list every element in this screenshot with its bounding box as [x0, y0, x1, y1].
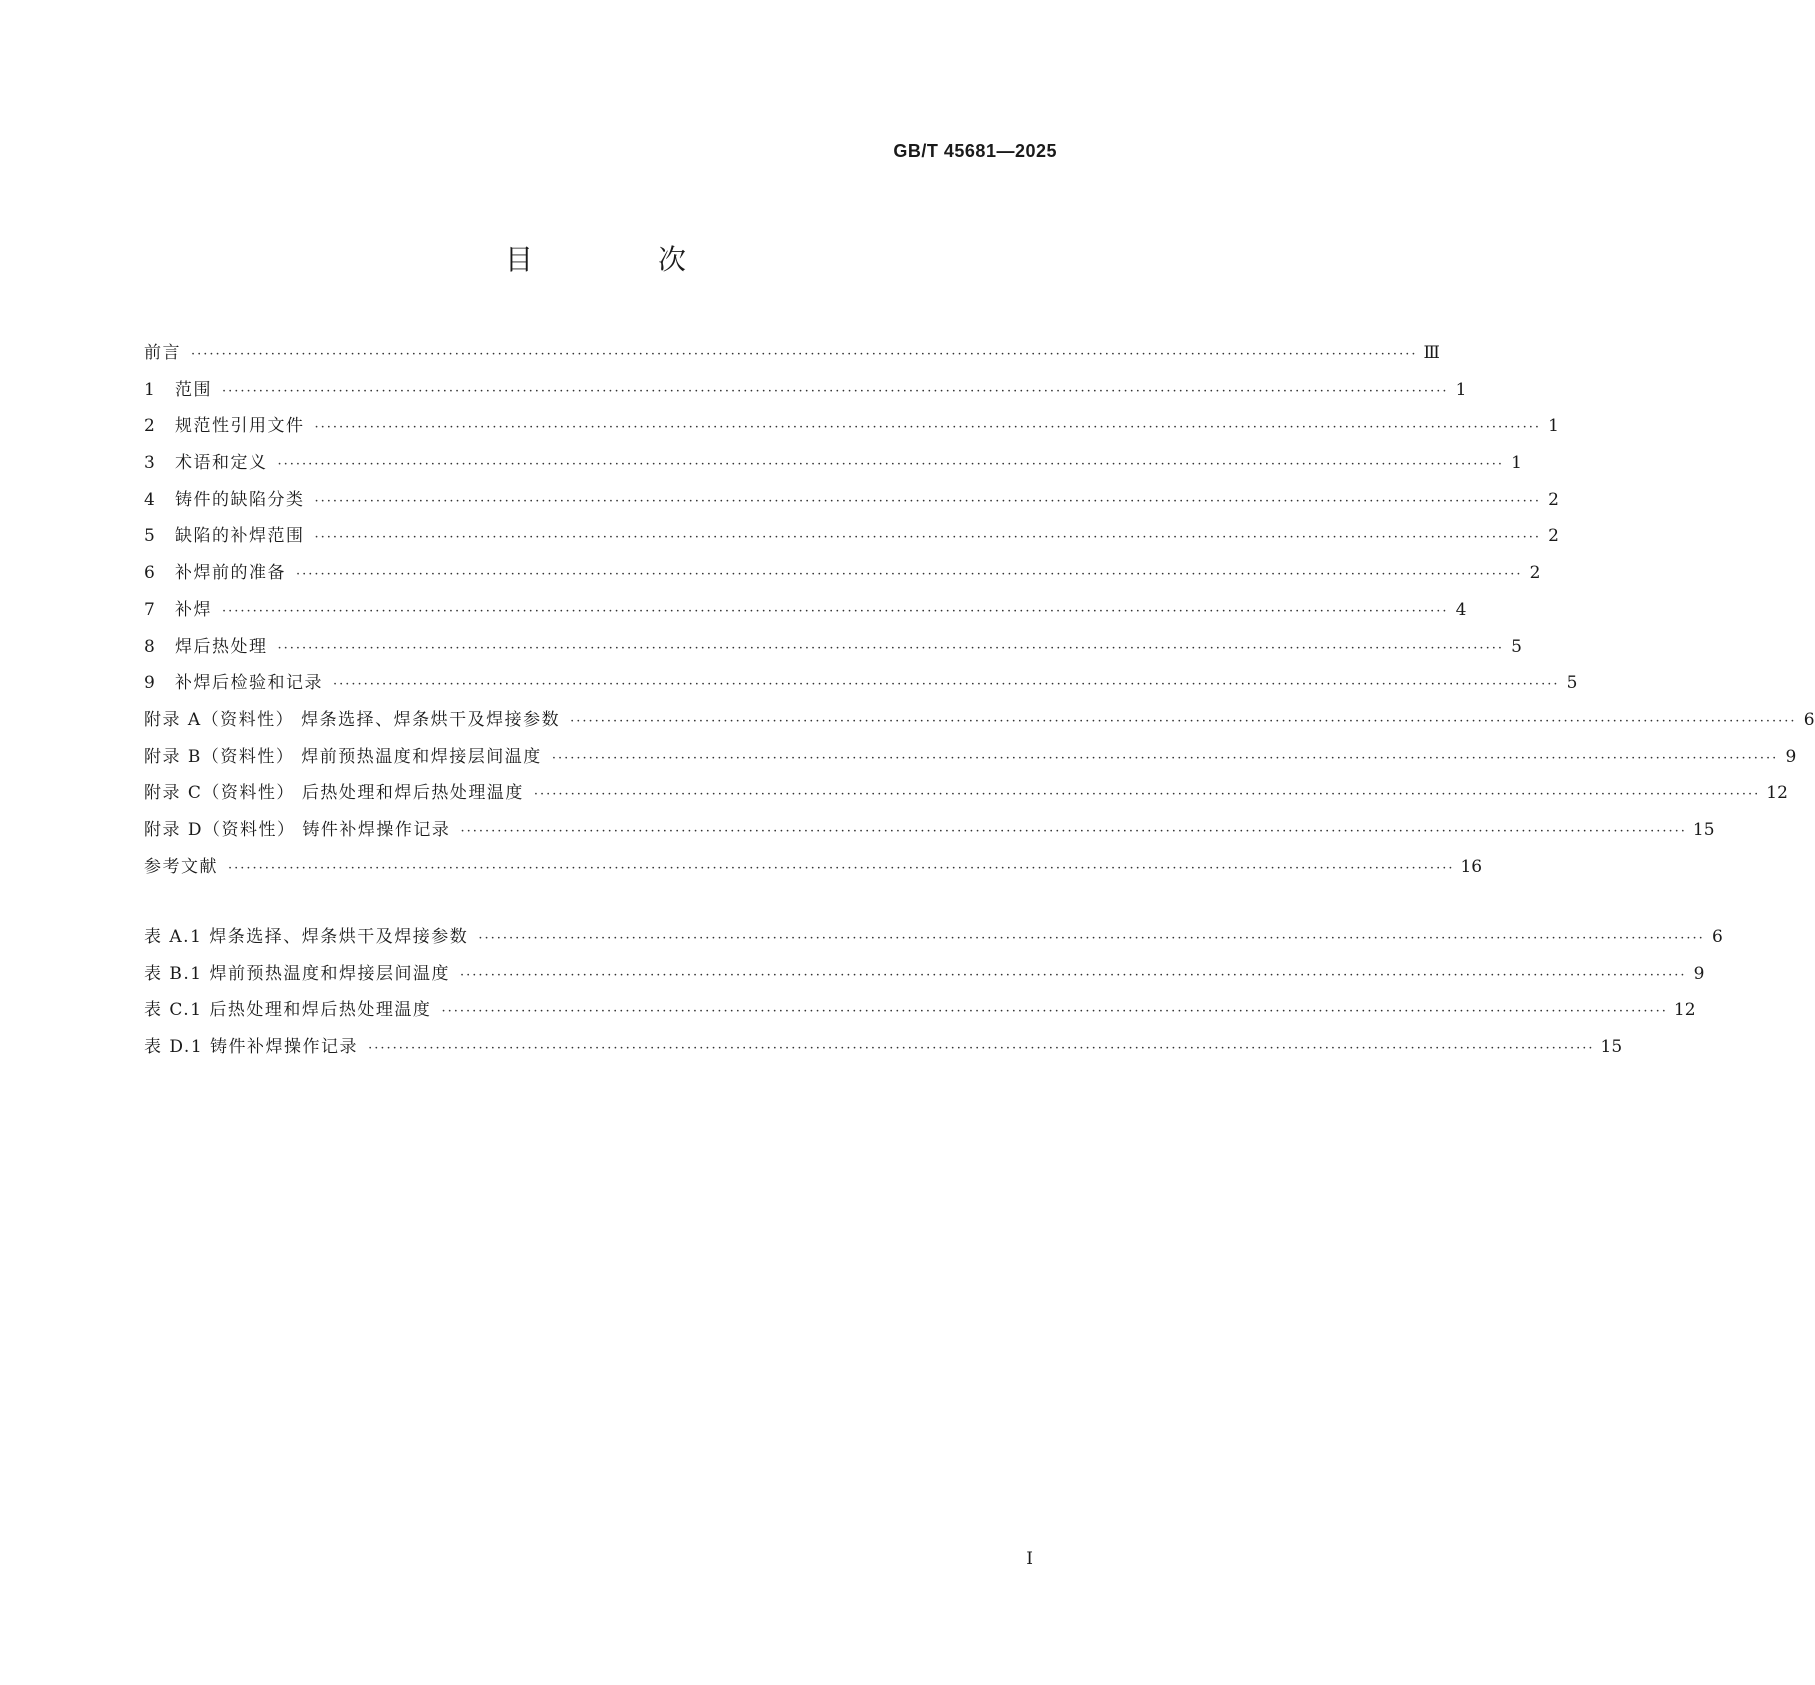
toc-entry-preface[interactable] [144, 341, 1440, 378]
toc-entry-title: 范围 [175, 379, 212, 400]
toc-leader-dots: ········································································································································································································ [314, 530, 1541, 546]
list-of-tables [144, 925, 1723, 1072]
toc-entry-number: 9 [144, 673, 155, 694]
toc-entry-appendix-d[interactable] [144, 818, 1715, 855]
table-of-contents [144, 341, 1815, 891]
toc-leader-dots: ········································································································································································································ [333, 677, 1560, 693]
toc-entry-page: 15 [1692, 819, 1715, 840]
table-entry-page: 6 [1711, 927, 1723, 947]
toc-entry-page: 12 [1766, 783, 1788, 804]
toc-leader-dots: ········································································································································································································ [368, 1041, 1595, 1057]
table-entry-d1[interactable] [144, 1035, 1623, 1072]
table-entry-page: 12 [1673, 1000, 1696, 1021]
toc-entry-number: 3 [144, 453, 155, 474]
toc-entry-page: Ⅲ [1423, 343, 1440, 363]
toc-leader-dots: ········································································································································································································ [296, 567, 1523, 583]
toc-entry-page: 6 [1803, 709, 1815, 730]
toc-leader-dots: ········································································································································································································ [460, 823, 1687, 839]
toc-entry-title: 附录 A（资料性） 焊条选择、焊条烘干及焊接参数 [144, 709, 561, 730]
document-number: GB/T 45681—2025 [893, 141, 1057, 161]
toc-leader-dots: ········································································································································································································ [277, 640, 1504, 656]
toc-entry-title: 前言 [144, 343, 181, 363]
toc-entry-title: 补焊前的准备 [175, 563, 286, 584]
table-entry-title: 表 D.1 铸件补焊操作记录 [144, 1037, 359, 1058]
toc-entry-number: 5 [144, 526, 155, 547]
toc-entry-number: 6 [144, 563, 155, 584]
page-number: I [1026, 1549, 1033, 1569]
toc-entry-section-4[interactable] [144, 488, 1559, 525]
toc-entry-page: 5 [1511, 636, 1522, 657]
toc-entry-page: 2 [1548, 526, 1559, 547]
toc-leader-dots: ········································································································································································································ [460, 967, 1687, 983]
table-entry-page: 9 [1693, 963, 1705, 984]
toc-leader-dots: ········································································································································································································ [533, 787, 1761, 803]
toc-entry-section-3[interactable] [144, 451, 1522, 488]
table-entry-page: 15 [1600, 1037, 1623, 1058]
toc-entry-page: 2 [1529, 563, 1541, 584]
toc-leader-dots: ········································································································································································································ [191, 347, 1418, 362]
toc-leader-dots: ········································································································································································································ [551, 750, 1779, 766]
toc-entry-page: 1 [1511, 453, 1522, 474]
toc-entry-page: 16 [1460, 856, 1483, 877]
table-entry-title: 表 A.1 焊条选择、焊条烘干及焊接参数 [144, 927, 469, 947]
table-entry-c1[interactable] [144, 998, 1696, 1035]
toc-entry-number: 4 [144, 489, 155, 510]
table-entry-title: 表 C.1 后热处理和焊后热处理温度 [144, 1000, 432, 1021]
toc-entry-section-6[interactable] [144, 561, 1541, 598]
toc-leader-dots: ········································································································································································································ [441, 1004, 1668, 1020]
toc-entry-section-7[interactable] [144, 598, 1467, 635]
toc-entry-number: 8 [144, 636, 155, 657]
toc-entry-number: 1 [144, 379, 155, 400]
toc-entry-appendix-b[interactable] [144, 745, 1797, 782]
toc-entry-number: 2 [144, 416, 155, 437]
toc-entry-title: 补焊后检验和记录 [175, 673, 323, 694]
toc-entry-title: 附录 B（资料性） 焊前预热温度和焊接层间温度 [144, 746, 542, 767]
toc-entry-section-1[interactable] [144, 378, 1467, 415]
toc-entry-page: 9 [1785, 746, 1797, 767]
toc-leader-dots: ········································································································································································································ [222, 383, 1449, 399]
toc-leader-dots: ········································································································································································································ [277, 457, 1504, 473]
toc-entry-section-5[interactable] [144, 524, 1559, 561]
toc-entry-page: 4 [1455, 599, 1467, 620]
toc-entry-title: 附录 C（资料性） 后热处理和焊后热处理温度 [144, 783, 524, 804]
toc-entry-title: 规范性引用文件 [175, 416, 305, 437]
toc-entry-title: 缺陷的补焊范围 [175, 526, 305, 547]
toc-entry-page: 2 [1548, 489, 1559, 510]
toc-entry-page: 5 [1566, 673, 1578, 694]
toc-entry-section-9[interactable] [144, 671, 1578, 708]
toc-entry-number: 7 [144, 599, 155, 620]
table-entry-b1[interactable] [144, 962, 1705, 999]
toc-entry-page: 1 [1455, 379, 1467, 400]
toc-leader-dots: ········································································································································································································ [570, 713, 1797, 729]
toc-entry-section-2[interactable] [144, 414, 1559, 451]
toc-leader-dots: ········································································································································································································ [478, 931, 1705, 946]
toc-entry-appendix-c[interactable] [144, 781, 1788, 818]
toc-leader-dots: ········································································································································································································ [222, 603, 1449, 619]
toc-entry-page: 1 [1548, 416, 1559, 437]
toc-entry-title: 焊后热处理 [175, 636, 268, 657]
toc-leader-dots: ········································································································································································································ [314, 493, 1541, 509]
toc-leader-dots: ········································································································································································································ [314, 420, 1541, 436]
table-entry-a1[interactable] [144, 925, 1723, 962]
toc-entry-appendix-a[interactable] [144, 708, 1815, 745]
toc-leader-dots: ········································································································································································································ [228, 860, 1455, 876]
page-title: 目 次 [505, 243, 744, 276]
toc-entry-title: 铸件的缺陷分类 [175, 489, 305, 510]
toc-entry-title: 附录 D（资料性） 铸件补焊操作记录 [144, 819, 451, 840]
table-entry-title: 表 B.1 焊前预热温度和焊接层间温度 [144, 963, 451, 984]
toc-entry-title: 参考文献 [144, 856, 218, 877]
toc-entry-title: 补焊 [175, 599, 212, 620]
toc-entry-bibliography[interactable] [144, 855, 1483, 892]
toc-entry-section-8[interactable] [144, 635, 1522, 672]
toc-entry-title: 术语和定义 [175, 453, 268, 474]
